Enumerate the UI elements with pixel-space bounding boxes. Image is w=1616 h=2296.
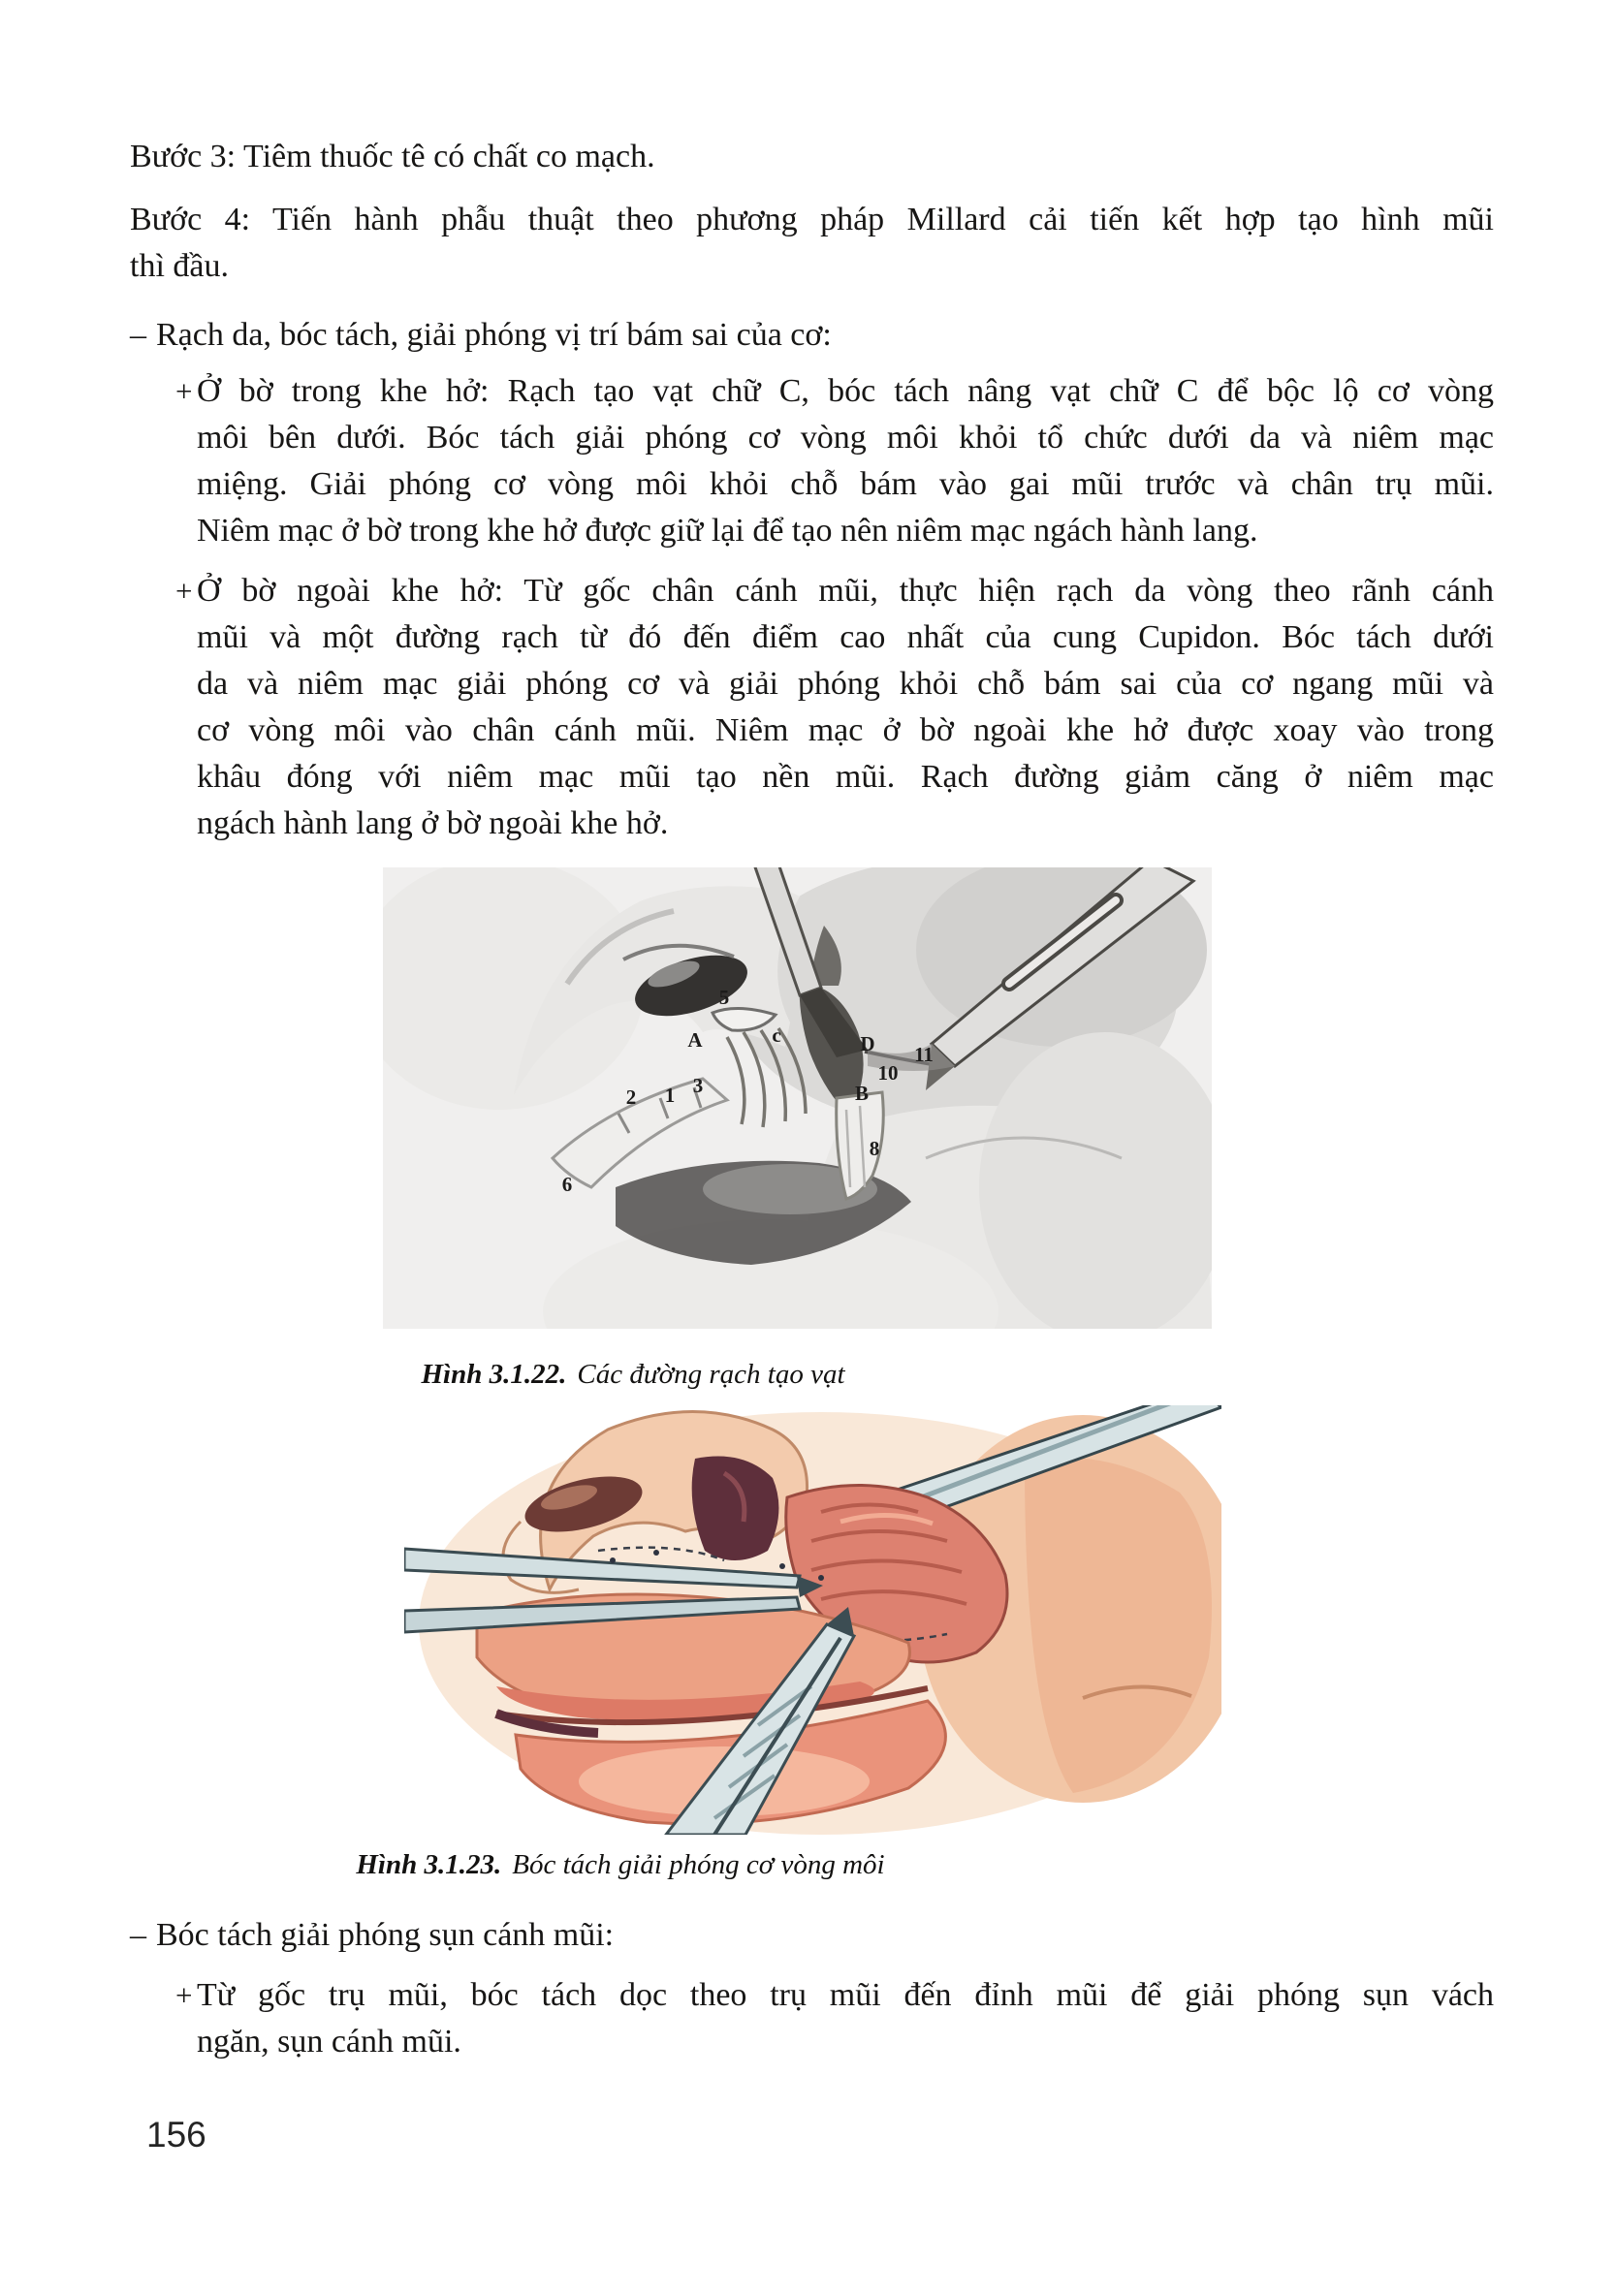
figure1-label-c: c	[772, 1023, 781, 1047]
list-item-cartilage-text: Bóc tách giải phóng sụn cánh mũi:	[156, 1917, 615, 1953]
list-item-cartilage	[130, 1912, 1494, 1959]
figure1-label-D: D	[860, 1032, 875, 1055]
sublist-item-outer-border-text: Ở bờ ngoài khe hở: Từ gốc chân cánh mũi, thực hiện rạch da vòng theo rãnh cánh mũi và một đường rạch từ đó đến điểm cao nhất của cung Cupidon. Bóc tách dưới da và niêm mạc giải phóng cơ và giải phóng khỏi chỗ bám sai của cơ ngang mũi và cơ vòng môi vào chân cánh mũi. Niêm mạc ở bờ ngoài khe hở được xoay vào trong khâu đóng với niêm mạc mũi tạo nền mũi. Rạch đường giảm căng ở niêm mạc ngách hành lang ở bờ ngoài khe hở.	[197, 573, 1494, 841]
sublist-item-inner-border-text: Ở bờ trong khe hở: Rạch tạo vạt chữ C, bóc tách nâng vạt chữ C để bộc lộ cơ vòng môi bên dưới. Bóc tách giải phóng cơ vòng môi khỏi tổ chức dưới da và niêm mạc miệng. Giải phóng cơ vòng môi khỏi chỗ bám vào gai mũi trước và chân trụ mũi. Niêm mạc ở bờ trong khe hở được giữ lại để tạo nên niêm mạc ngách hành lang.	[197, 373, 1494, 549]
figure1-label-1: 1	[664, 1084, 676, 1107]
figure1-label-8: 8	[869, 1137, 880, 1160]
figure1-label-B: B	[854, 1082, 870, 1105]
figure1-caption-label: Hình 3.1.22.	[421, 1359, 567, 1390]
dash-bullet: –	[130, 1917, 146, 1953]
figure-muscle-dissection-drawing	[404, 1405, 1221, 1835]
paragraph-step3-text: Bước 3: Tiêm thuốc tê có chất co mạch.	[130, 139, 655, 174]
figure-incision-lines-drawing	[383, 867, 1212, 1329]
paragraph-step4-text: Bước 4: Tiến hành phẫu thuật theo phương pháp Millard cải tiến kết hợp tạo hình mũi thì đầu.	[130, 202, 1494, 284]
figure1-label-10: 10	[877, 1061, 899, 1085]
sublist-item-columella-text: Từ gốc trụ mũi, bóc tách dọc theo trụ mũi đến đỉnh mũi để giải phóng sụn vách ngăn, sụn cánh mũi.	[197, 1977, 1494, 2060]
figure1-caption-text: Các đường rạch tạo vạt	[577, 1359, 845, 1390]
figure2-caption-label: Hình 3.1.23.	[356, 1849, 502, 1880]
figure2-caption-text: Bóc tách giải phóng cơ vòng môi	[512, 1849, 885, 1880]
figure-incision-lines	[383, 867, 1212, 1329]
figure1-label-5: 5	[718, 986, 730, 1009]
sublist-item-columella	[175, 1972, 1494, 2065]
figure1-label-2: 2	[625, 1085, 637, 1109]
figure1-label-11: 11	[914, 1043, 934, 1066]
sublist-item-outer-border	[175, 568, 1494, 847]
figure2-caption	[0, 1847, 1241, 1882]
list-item-incision-text: Rạch da, bóc tách, giải phóng vị trí bám sai của cơ:	[156, 317, 832, 353]
figure1-label-3: 3	[692, 1074, 704, 1097]
figure1-caption	[0, 1357, 1266, 1392]
page-number: 156	[146, 2115, 206, 2154]
paragraph-step3	[130, 134, 1494, 180]
dash-bullet: –	[130, 317, 146, 353]
plus-bullet: +	[175, 374, 193, 408]
figure1-label-6: 6	[561, 1173, 573, 1196]
paragraph-step4	[130, 197, 1494, 290]
plus-bullet: +	[175, 574, 193, 608]
sublist-item-inner-border	[175, 368, 1494, 554]
plus-bullet: +	[175, 1978, 193, 2012]
figure-muscle-dissection	[404, 1405, 1221, 1835]
figure1-label-A: A	[687, 1028, 703, 1052]
list-item-incision	[130, 312, 1494, 359]
